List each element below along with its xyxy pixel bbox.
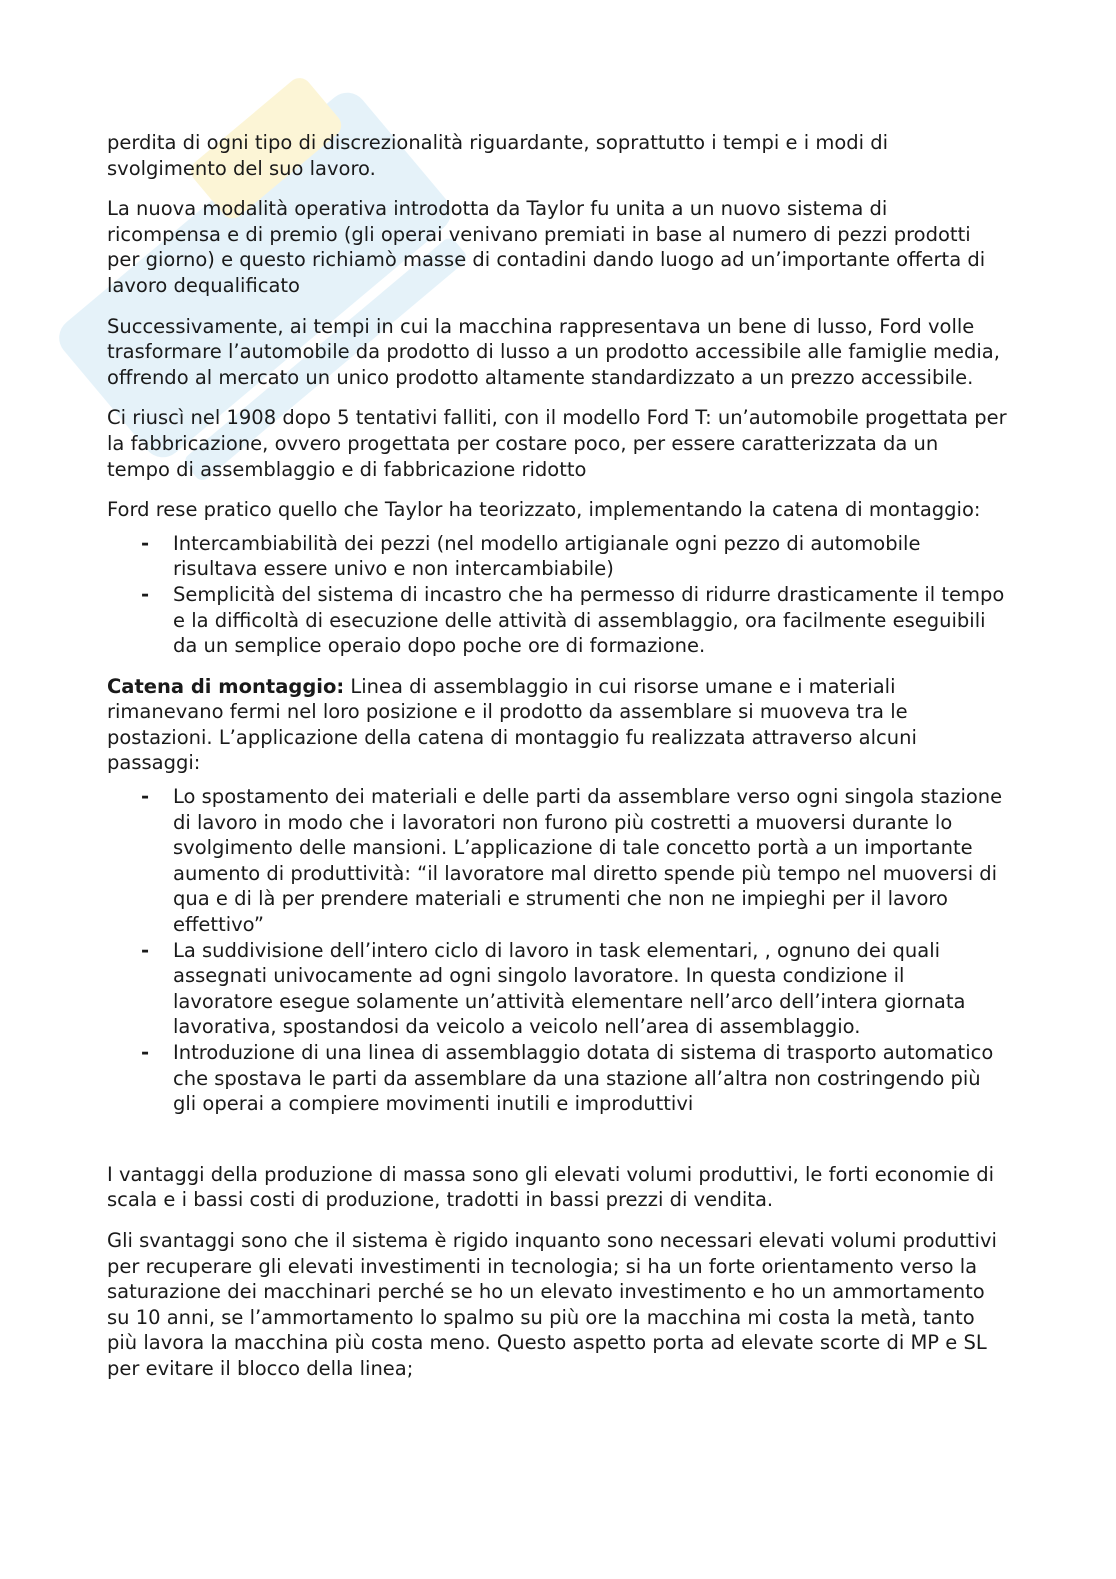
definition-paragraph [107,674,1007,776]
paragraph: La nuova modalità operativa introdotta da Taylor fu unita a un nuovo sistema di ricompensa e di premio (gli operai venivano premiati in base al numero di pezzi prodotti per giorno) e questo richiamò masse di contadini dando luogo ad un’importante offerta di lavoro dequalificato [107,197,986,297]
bullet-list [107,531,1007,659]
list-item: - Introduzione di una linea di assemblaggio dotata di sistema di trasporto automatico che spostava le parti da assemblare da una stazione all’altra non costringendo più gli operai a compiere movimenti inutili e improduttivi [173,1040,1007,1117]
list-item: - Semplicità del sistema di incastro che ha permesso di ridurre drasticamente il tempo e la difficoltà di esecuzione delle attività di assemblaggio, ora facilmente eseguibili da un semplice operaio dopo poche ore di formazione. [173,582,1007,659]
list-item: - Lo spostamento dei materiali e delle parti da assemblare verso ogni singola stazione di lavoro in modo che i lavoratori non furono più costretti a muoversi durante lo svolgimento delle mansioni. L’applicazione di tale concetto portà a un importante aumento di produttività: “il lavoratore mal diretto spende più tempo nel muoversi di qua e di là per prendere materiali e strumenti che non ne impieghi per il lavoro effettivo” [173,784,1007,938]
definition-term: Catena di montaggio: [107,674,345,698]
paragraph: I vantaggi della produzione di massa sono gli elevati volumi produttivi, le forti economie di scala e i bassi costi di produzione, tradotti in bassi prezzi di vendita. [107,1162,995,1212]
paragraph: Gli svantaggi sono che il sistema è rigido inquanto sono necessari elevati volumi produttivi per recuperare gli elevati investimenti in tecnologia; si ha un forte orientamento verso la saturazione dei macchinari perché se ho un elevato investimento e ho un ammortamento su 10 anni, se l’ammortamento lo spalmo su più ore la macchina mi costa la metà, tanto più lavora la macchina più costa meno. Questo aspetto porta ad elevate scorte di MP e SL per evitare il blocco della linea; [107,1228,997,1380]
list-item: - La suddivisione dell’intero ciclo di lavoro in task elementari, , ognuno dei quali assegnati univocamente ad ogni singolo lavoratore. In questa condizione il lavoratore esegue solamente un’attività elementare nell’arco dell’intera giornata lavorativa, spostandosi da veicolo a veicolo nell’area di assemblaggio. [173,938,1007,1040]
definition-text: Linea di assemblaggio in cui risorse umane e i materiali rimanevano fermi nel loro posizione e il prodotto da assemblare si muoveva tra le postazioni. L’applicazione della catena di montaggio fu realizzata attraverso alcuni passaggi: [107,674,917,775]
paragraph: Ci riuscì nel 1908 dopo 5 tentativi falliti, con il modello Ford T: un’automobile progettata per la fabbricazione, ovvero progettata per costare poco, per essere caratterizzata da un tempo di assemblaggio e di fabbricazione ridotto [107,406,1007,481]
paragraph: Successivamente, ai tempi in cui la macchina rappresentava un bene di lusso, Ford volle trasformare l’automobile da prodotto di lusso a un prodotto accessibile alle famiglie media, offrendo al mercato un unico prodotto altamente standardizzato a un prezzo accessibile. [107,314,1000,389]
bullet-list [107,784,1007,1117]
list-item: - Intercambiabilità dei pezzi (nel modello artigianale ogni pezzo di automobile risultava essere univo e non intercambiabile) [173,531,1007,582]
paragraph: perdita di ogni tipo di discrezionalità riguardante, soprattutto i tempi e i modi di svolgimento del suo lavoro. [107,131,889,180]
document-page [107,130,1007,1397]
paragraph: Ford rese pratico quello che Taylor ha teorizzato, implementando la catena di montaggio: [107,498,981,522]
